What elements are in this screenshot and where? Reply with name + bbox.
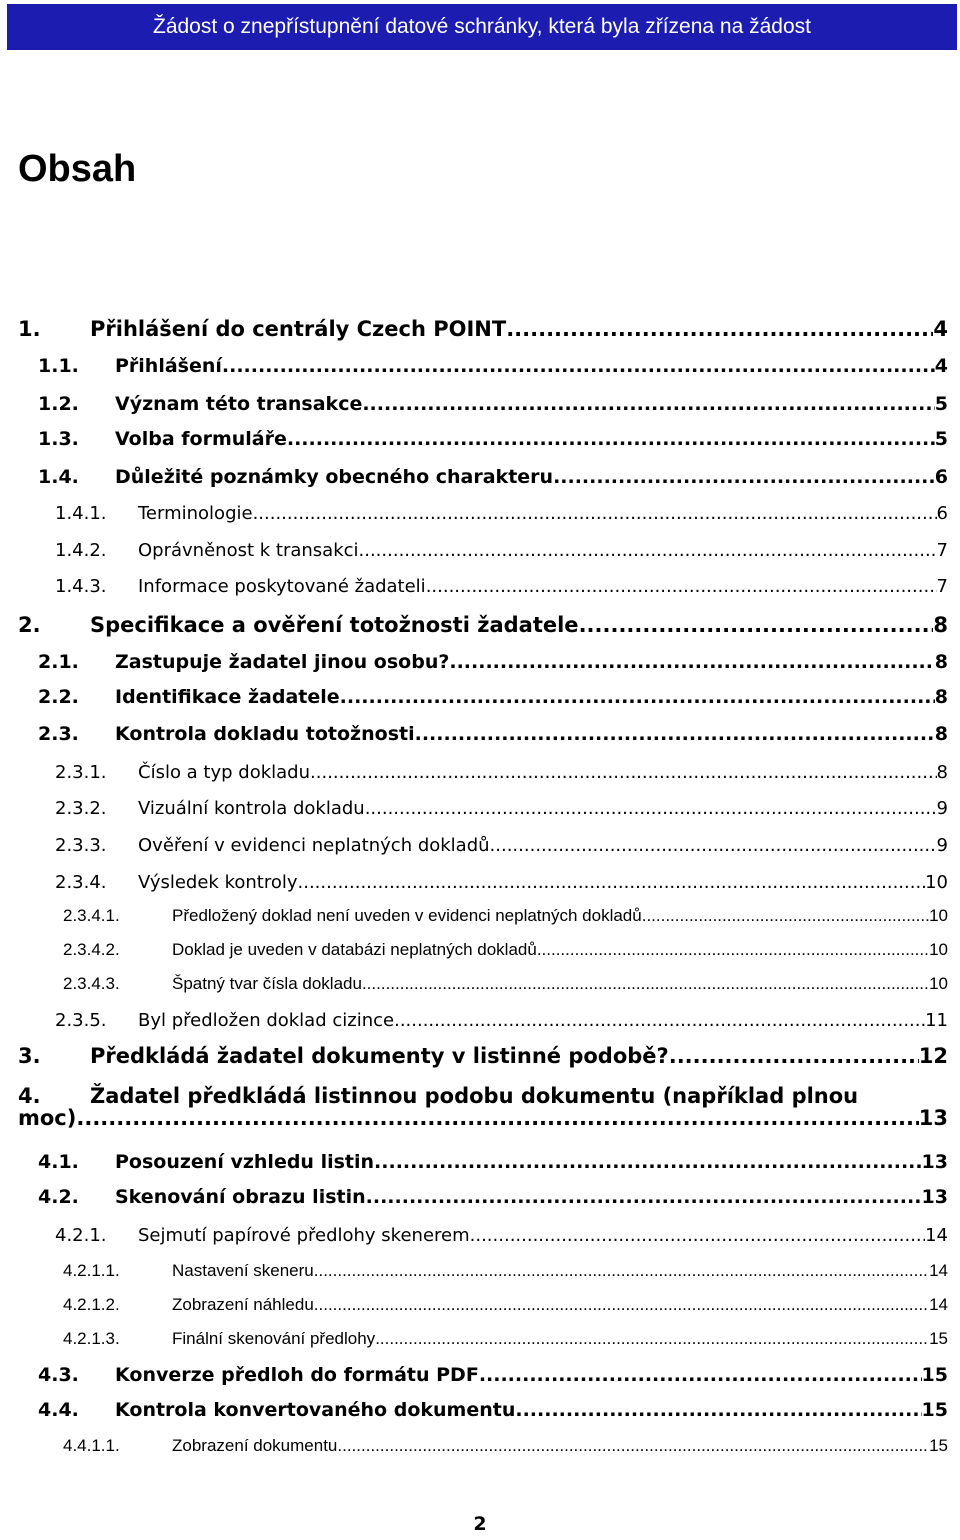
toc-dot-leader xyxy=(76,1104,918,1132)
toc-dot-leader xyxy=(579,611,934,639)
toc-entry-number: 1.1. xyxy=(38,355,79,377)
toc-entry-number: 2.3.4.3. xyxy=(63,974,120,993)
toc-entry-page: 14 xyxy=(929,1261,948,1280)
toc-entry-title: Doklad je uveden v databázi neplatných dokladů xyxy=(172,940,537,959)
toc-entry-number: 2.3.4.1. xyxy=(63,906,120,925)
toc-entry-title: Finální skenování předlohy xyxy=(172,1329,376,1348)
toc-entry-page: 14 xyxy=(929,1295,948,1314)
toc-entry-title: Oprávněnost k transakci xyxy=(138,540,359,561)
toc-entry-page: 5 xyxy=(934,393,948,415)
toc-dot-leader xyxy=(506,315,933,343)
toc-entry-page: 10 xyxy=(925,872,948,893)
toc-entry-page: 7 xyxy=(936,540,948,561)
toc-dot-leader xyxy=(314,1260,929,1282)
toc-dot-leader xyxy=(374,1149,922,1175)
toc-entry-page: 10 xyxy=(929,906,948,925)
toc-entry-number: 4.2. xyxy=(38,1186,79,1208)
toc-entry-number: 1.2. xyxy=(38,393,79,415)
toc-entry-title: Konverze předloh do formátu PDF xyxy=(115,1364,479,1386)
toc-entry-title: Volba formuláře xyxy=(115,428,287,450)
toc-entry-number: 3. xyxy=(18,1044,41,1068)
toc-entry-title: Předložený doklad není uveden v evidenci neplatných dokladů xyxy=(172,906,642,925)
toc-dot-leader xyxy=(415,721,935,747)
toc-entry-page: 15 xyxy=(929,1436,948,1455)
document-header-title: Žádost o znepřístupnění datové schránky, která byla zřízena na žádost xyxy=(153,15,811,38)
toc-entry-title: Číslo a typ dokladu xyxy=(138,762,311,783)
toc-dot-leader xyxy=(515,1397,921,1423)
toc-entry-number: 4.1. xyxy=(38,1151,79,1173)
toc-entry-title: Přihlášení xyxy=(115,355,222,377)
toc-entry-number: 2.3.3. xyxy=(55,835,107,856)
toc-entry-number: 2.3.1. xyxy=(55,762,107,783)
toc-dot-leader xyxy=(253,502,937,526)
toc-entry-title: Zobrazení náhledu xyxy=(172,1295,314,1314)
toc-entry-number: 2.3.5. xyxy=(55,1010,107,1031)
toc-entry-page: 13 xyxy=(921,1151,948,1173)
toc-entry-number: 1. xyxy=(18,317,41,341)
toc-entry-title: Ověření v evidenci neplatných dokladů xyxy=(138,835,490,856)
toc-dot-leader xyxy=(449,649,934,675)
toc-dot-leader xyxy=(479,1362,922,1388)
toc-entry-page: 10 xyxy=(929,974,948,993)
toc-dot-leader xyxy=(298,871,926,895)
toc-entry-page: 11 xyxy=(925,1010,948,1031)
toc-entry-page: 8 xyxy=(936,762,948,783)
toc-entry-page: 8 xyxy=(934,651,948,673)
toc-entry-page: 15 xyxy=(921,1399,948,1421)
toc-dot-leader xyxy=(470,1224,925,1248)
toc-entry-title: Zobrazení dokumentu xyxy=(172,1436,338,1455)
toc-dot-leader xyxy=(537,939,929,961)
toc-entry-number: 4.3. xyxy=(38,1364,79,1386)
toc-entry-title: Byl předložen doklad cizince xyxy=(138,1010,395,1031)
toc-entry-page: 6 xyxy=(934,466,948,488)
toc-dot-leader xyxy=(337,1435,929,1457)
toc-dot-leader xyxy=(669,1042,919,1070)
toc-dot-leader xyxy=(490,834,937,858)
toc-entry-title: Špatný tvar čísla dokladu xyxy=(172,974,362,993)
toc-entry-number: 2.3. xyxy=(38,723,79,745)
toc-entry-number: 2.3.4. xyxy=(55,872,107,893)
toc-dot-leader xyxy=(287,426,935,452)
toc-entry-number: 2.1. xyxy=(38,651,79,673)
toc-entry-number: 2.3.2. xyxy=(55,798,107,819)
toc-entry-number: 4.2.1. xyxy=(55,1225,107,1246)
toc-entry-number: 1.4.2. xyxy=(55,540,107,561)
toc-dot-leader xyxy=(394,1009,925,1033)
toc-dot-leader xyxy=(340,684,935,710)
toc-entry-page: 12 xyxy=(918,1044,948,1068)
toc-dot-leader xyxy=(359,539,937,563)
toc-entry-page: 15 xyxy=(929,1329,948,1348)
toc-entry-page: 8 xyxy=(934,686,948,708)
toc-dot-leader xyxy=(362,391,934,417)
toc-entry-title: Zastupuje žadatel jinou osobu? xyxy=(115,651,450,673)
toc-entry-page: 13 xyxy=(918,1106,948,1130)
toc-entry-page: 4 xyxy=(933,317,948,341)
toc-entry-title: Vizuální kontrola dokladu xyxy=(138,798,365,819)
page-number: 2 xyxy=(473,1513,487,1535)
toc-entry-page: 10 xyxy=(929,940,948,959)
toc-dot-leader xyxy=(310,761,937,785)
toc-entry-page: 13 xyxy=(921,1186,948,1208)
toc-entry-number: 1.3. xyxy=(38,428,79,450)
toc-heading: Obsah xyxy=(18,148,137,190)
toc-entry-title: Informace poskytované žadateli xyxy=(138,576,426,597)
toc-dot-leader xyxy=(426,575,937,599)
toc-entry-title: Předkládá žadatel dokumenty v listinné podobě? xyxy=(90,1044,669,1068)
toc-entry-page: 14 xyxy=(925,1225,948,1246)
toc-entry-title: Skenování obrazu listin xyxy=(115,1186,366,1208)
toc-entry-title: moc) xyxy=(18,1106,77,1130)
toc-dot-leader xyxy=(375,1328,929,1350)
toc-entry-page: 15 xyxy=(921,1364,948,1386)
toc-dot-leader xyxy=(314,1294,929,1316)
toc-entry-page: 4 xyxy=(934,355,948,377)
toc-entry-title: Posouzení vzhledu listin xyxy=(115,1151,375,1173)
toc-entry-page: 8 xyxy=(933,613,948,637)
toc-entry-number: 2.3.4.2. xyxy=(63,940,120,959)
toc-entry-number: 1.4.3. xyxy=(55,576,107,597)
toc-entry-page: 9 xyxy=(936,798,948,819)
toc-entry-page: 7 xyxy=(936,576,948,597)
toc-dot-leader xyxy=(365,797,937,821)
toc-entry-title: Žadatel předkládá listinnou podobu dokumentu (například plnou xyxy=(90,1084,859,1108)
toc-entry-number: 4.4.1.1. xyxy=(63,1436,120,1455)
toc-entry-title: Identifikace žadatele xyxy=(115,686,340,708)
toc-entry-page: 6 xyxy=(936,503,948,524)
toc-dot-leader xyxy=(222,353,935,379)
toc-entry-number: 4.4. xyxy=(38,1399,79,1421)
toc-dot-leader xyxy=(366,1184,922,1210)
toc-dot-leader xyxy=(553,464,935,490)
toc-dot-leader xyxy=(362,973,929,995)
toc-dot-leader xyxy=(642,905,929,927)
toc-entry-title: Kontrola konvertovaného dokumentu xyxy=(115,1399,516,1421)
toc-entry-page: 9 xyxy=(936,835,948,856)
toc-entry-number: 4.2.1.1. xyxy=(63,1261,120,1280)
toc-entry-title: Terminologie xyxy=(138,503,253,524)
toc-entry-title: Význam této transakce xyxy=(115,393,363,415)
toc-entry-number: 2.2. xyxy=(38,686,79,708)
toc-entry-title: Sejmutí papírové předlohy skenerem xyxy=(138,1225,470,1246)
toc-entry-title: Kontrola dokladu totožnosti xyxy=(115,723,415,745)
toc-entry-number: 4.2.1.2. xyxy=(63,1295,120,1314)
toc-entry-page: 5 xyxy=(934,428,948,450)
toc-entry-number: 4. xyxy=(18,1084,41,1108)
toc-entry-number: 1.4. xyxy=(38,466,79,488)
toc-entry-title: Specifikace a ověření totožnosti žadatele xyxy=(90,613,579,637)
toc-entry-page: 8 xyxy=(934,723,948,745)
toc-entry-number: 1.4.1. xyxy=(55,503,107,524)
toc-entry-title: Důležité poznámky obecného charakteru xyxy=(115,466,554,488)
toc-entry-title: Nastavení skeneru xyxy=(172,1261,314,1280)
toc-entry-title: Výsledek kontroly xyxy=(138,872,298,893)
toc-entry-number: 2. xyxy=(18,613,41,637)
toc-entry-number: 4.2.1.3. xyxy=(63,1329,120,1348)
toc-entry-title: Přihlášení do centrály Czech POINT xyxy=(90,317,507,341)
